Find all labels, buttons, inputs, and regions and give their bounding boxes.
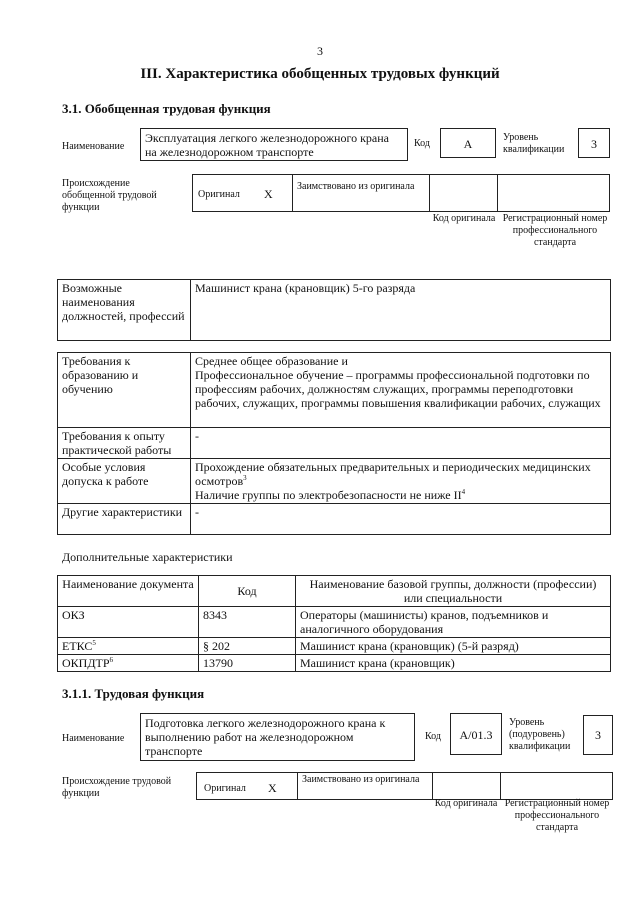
other-label: Другие характеристики <box>58 504 191 535</box>
extra-row-name: Машинист крана (крановщик) <box>296 655 611 672</box>
tf-code-value: A/01.3 <box>450 713 502 755</box>
conditions-line-2: Наличие группы по электробезопасности не ниже $II^4$ <box>195 488 466 502</box>
gf-name-value: Эксплуатация легкого железнодорожного крана на железнодорожном транспорте <box>140 128 408 161</box>
requirements-table <box>57 352 611 535</box>
gf-code-value: A <box>440 128 496 158</box>
positions-value: Машинист крана (крановщик) 5-го разряда <box>191 280 611 341</box>
gf-original-mark: X <box>264 187 273 201</box>
tf-code-label: Код <box>425 731 441 742</box>
tf-original-mark: X <box>268 781 277 795</box>
experience-value: - <box>191 428 611 459</box>
gf-reg-label: Регистрационный номер профессионального стандарта <box>502 213 608 248</box>
extra-col-code: Код <box>199 576 296 607</box>
extra-row-doc: ОКПДТР$^6$ <box>58 655 199 672</box>
extra-row <box>58 655 611 672</box>
experience-label: Требования к опыту практической работы <box>58 428 191 459</box>
other-value: - <box>191 504 611 535</box>
extra-row-name: Операторы (машинисты) кранов, подъемников и аналогичного оборудования <box>296 607 611 638</box>
extra-row-name: Машинист крана (крановщик) (5-й разряд) <box>296 638 611 655</box>
extra-col-doc: Наименование документа <box>58 576 199 607</box>
tf-name-label: Наименование <box>62 733 125 744</box>
tf-level-value: 3 <box>583 715 613 755</box>
extra-row-doc: ОКЗ <box>58 607 199 638</box>
positions-label: Возможные наименования должностей, профессий <box>58 280 191 341</box>
gf-code-label: Код <box>414 138 430 149</box>
extra-row-code: § 202 <box>199 638 296 655</box>
tf-name-value: Подготовка легкого железнодорожного крана к выполнению работ на железнодорожном транспорте <box>140 713 415 761</box>
gf-level-value: 3 <box>578 128 610 158</box>
tf-origin-label: Происхождение трудовой функции <box>62 776 172 799</box>
extra-heading: Дополнительные характеристики <box>62 550 233 564</box>
gf-original-label: Оригинал <box>198 189 240 200</box>
page-number: 3 <box>317 44 323 58</box>
extra-row <box>58 638 611 655</box>
education-line-2: Профессиональное обучение – программы профессиональной подготовки по профессиям рабочих, должностям служащих, программы переподготовки рабочих, служащих, программы повышения квалификации рабочих, служащих <box>195 368 601 410</box>
education-line-1: Среднее общее образование и <box>195 354 348 368</box>
tf-reg-label: Регистрационный номер профессионального стандарта <box>504 798 610 833</box>
education-value <box>191 353 611 428</box>
section-title: III. Характеристика обобщенных трудовых функций <box>140 66 500 82</box>
gf-borrowed-label: Заимствовано из оригинала <box>297 181 415 192</box>
extra-row-code: 8343 <box>199 607 296 638</box>
gf-name-label: Наименование <box>62 141 125 152</box>
tf-origin-div2 <box>432 772 433 800</box>
gf-origin-div1 <box>292 174 293 212</box>
extra-table <box>57 575 611 672</box>
gf-origin-label: Происхождение обобщенной трудовой функции <box>62 178 157 213</box>
conditions-line-1: Прохождение обязательных предварительных и периодических медицинских осмотров$^3$ <box>195 460 591 488</box>
extra-row-code: 13790 <box>199 655 296 672</box>
gf-code-orig-label: Код оригинала <box>432 213 496 224</box>
tf-origin-div3 <box>500 772 501 800</box>
conditions-label: Особые условия допуска к работе <box>58 459 191 504</box>
tf-borrowed-label: Заимствовано из оригинала <box>302 774 420 785</box>
tf-code-orig-label: Код оригинала <box>434 798 498 809</box>
tf-original-label: Оригинал <box>204 783 246 794</box>
tf-heading: 3.1.1. Трудовая функция <box>62 686 205 701</box>
positions-table <box>57 279 611 341</box>
gf-origin-box <box>192 174 610 212</box>
education-label: Требования к образованию и обучению <box>58 353 191 428</box>
tf-level-label: Уровень (подуровень) квалификации <box>509 717 571 752</box>
extra-col-name: Наименование базовой группы, должности (профессии) или специальности <box>296 576 611 607</box>
extra-row <box>58 607 611 638</box>
gf-heading: 3.1. Обобщенная трудовая функция <box>62 101 271 116</box>
tf-origin-div1 <box>297 772 298 800</box>
extra-row-doc: ЕТКС$^5$ <box>58 638 199 655</box>
conditions-value <box>191 459 611 504</box>
gf-level-label: Уровень квалификации <box>503 132 565 155</box>
gf-origin-div3 <box>497 174 498 212</box>
gf-origin-div2 <box>429 174 430 212</box>
